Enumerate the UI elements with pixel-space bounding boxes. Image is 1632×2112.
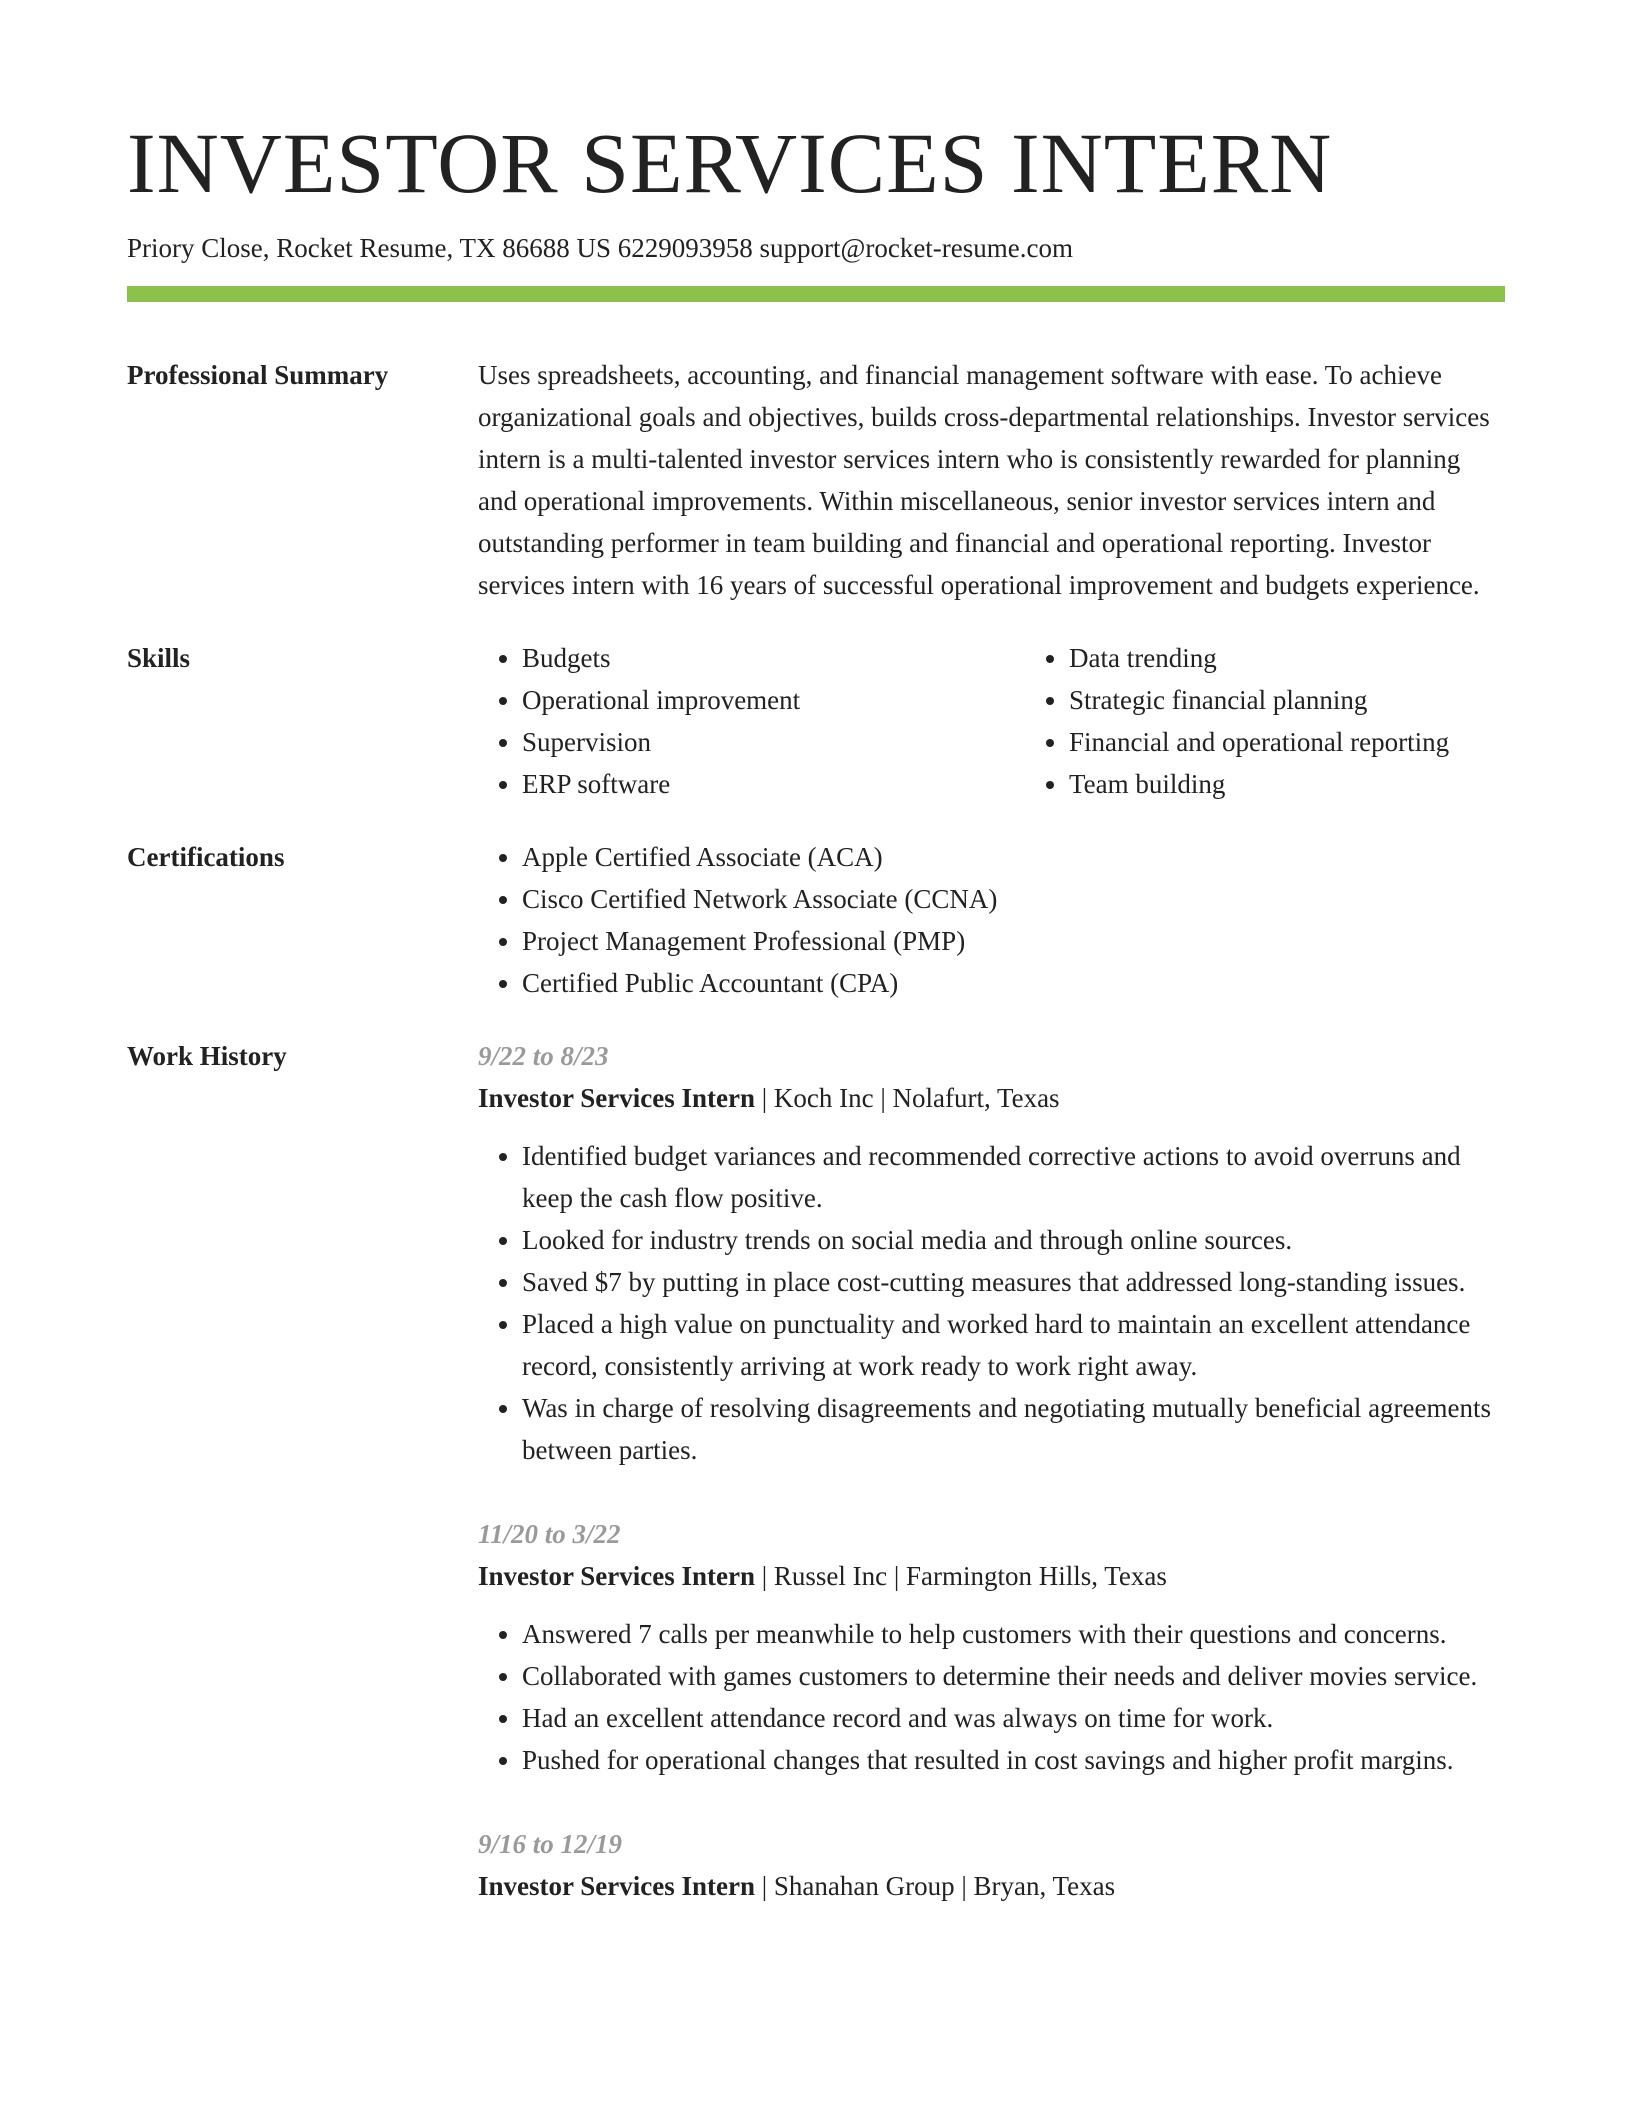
- certifications-body: [478, 836, 1505, 1004]
- skills-list-right: [1025, 637, 1505, 805]
- job-separator: |: [754, 1083, 774, 1114]
- job-location: Bryan, Texas: [973, 1871, 1116, 1902]
- job-duty: • Was in charge of resolving disagreements and negotiating mutually beneficial agreements between parties.: [522, 1387, 1505, 1471]
- certifications-heading: Certifications: [127, 842, 285, 873]
- job-entry: [478, 1823, 1505, 1907]
- job-dates: 11/20 to 3/22: [478, 1519, 621, 1550]
- skill-item: • ERP software: [522, 763, 1025, 805]
- skill-item: • Team building: [1069, 763, 1505, 805]
- job-duty: • Answered 7 calls per meanwhile to help customers with their questions and concerns.: [522, 1613, 1505, 1655]
- resume-title: INVESTOR SERVICES INTERN: [127, 115, 1333, 211]
- summary-heading: Professional Summary: [127, 360, 389, 391]
- summary-section: [127, 354, 1505, 606]
- skills-heading: Skills: [127, 643, 191, 674]
- work-history-heading: Work History: [127, 1041, 287, 1072]
- certifications-list: [478, 836, 1505, 1004]
- job-duty: • Looked for industry trends on social media and through online sources.: [522, 1219, 1505, 1261]
- job-company: Shanahan Group: [773, 1871, 955, 1902]
- certification-item: • Certified Public Accountant (CPA): [522, 962, 1505, 1004]
- job-separator: |: [887, 1561, 907, 1592]
- skill-item: • Financial and operational reporting: [1069, 721, 1505, 763]
- skill-item: • Data trending: [1069, 637, 1505, 679]
- job-separator: |: [754, 1561, 774, 1592]
- summary-text: Uses spreadsheets, accounting, and financial management software with ease. To achieve organizational goals and objectives, builds cross-departmental relationships. Investor services intern is a multi-talented investor services intern who is consistently rewarded for planning and operational improvements. Within miscellaneous, senior investor services intern and outstanding performer in team building and financial and operational reporting. Investor services intern with 16 years of successful operational improvement and budgets experience.: [478, 360, 1490, 601]
- summary-body: [478, 354, 1505, 606]
- skill-item: • Budgets: [522, 637, 1025, 679]
- certification-item: • Cisco Certified Network Associate (CCNA): [522, 878, 1505, 920]
- job-entry: [478, 1513, 1505, 1781]
- skill-item: • Operational improvement: [522, 679, 1025, 721]
- skills-section: [127, 637, 1505, 805]
- job-duty: • Had an excellent attendance record and was always on time for work.: [522, 1697, 1505, 1739]
- job-separator: |: [754, 1871, 774, 1902]
- skill-item: • Strategic financial planning: [1069, 679, 1505, 721]
- certifications-section: [127, 836, 1505, 1004]
- job-entry: [478, 1035, 1505, 1471]
- job-separator: |: [873, 1083, 893, 1114]
- job-duties: [478, 1613, 1505, 1781]
- job-duty: • Identified budget variances and recommended corrective actions to avoid overruns and keep the cash flow positive.: [522, 1135, 1505, 1219]
- job-duty: • Pushed for operational changes that resulted in cost savings and higher profit margins.: [522, 1739, 1505, 1781]
- skills-body: [478, 637, 1505, 805]
- certification-item: • Apple Certified Associate (ACA): [522, 836, 1505, 878]
- job-separator: |: [954, 1871, 974, 1902]
- skills-list-left: [478, 637, 1025, 805]
- work-history-section: [127, 1035, 1505, 1949]
- job-title: Investor Services Intern: [478, 1561, 755, 1592]
- job-location: Farmington Hills, Texas: [906, 1561, 1167, 1592]
- work-history-body: [478, 1035, 1505, 1949]
- job-title: Investor Services Intern: [478, 1871, 755, 1902]
- job-duties: [478, 1135, 1505, 1471]
- job-dates: 9/22 to 8/23: [478, 1041, 609, 1072]
- job-title: Investor Services Intern: [478, 1083, 755, 1114]
- job-duty: • Saved $7 by putting in place cost-cutting measures that addressed long-standing issues.: [522, 1261, 1505, 1303]
- job-dates: 9/16 to 12/19: [478, 1829, 623, 1860]
- job-location: Nolafurt, Texas: [892, 1083, 1060, 1114]
- job-duty: • Collaborated with games customers to determine their needs and deliver movies service.: [522, 1655, 1505, 1697]
- job-heading: [478, 1555, 1505, 1597]
- job-company: Russel Inc: [773, 1561, 888, 1592]
- job-company: Koch Inc: [773, 1083, 874, 1114]
- job-heading: [478, 1077, 1505, 1119]
- header-divider: [127, 286, 1505, 302]
- job-heading: [478, 1865, 1505, 1907]
- contact-info: Priory Close, Rocket Resume, TX 86688 US 6229093958 support@rocket-resume.com: [127, 233, 1074, 263]
- job-duty: • Placed a high value on punctuality and worked hard to maintain an excellent attendance record, consistently arriving at work ready to work right away.: [522, 1303, 1505, 1387]
- certification-item: • Project Management Professional (PMP): [522, 920, 1505, 962]
- skill-item: • Supervision: [522, 721, 1025, 763]
